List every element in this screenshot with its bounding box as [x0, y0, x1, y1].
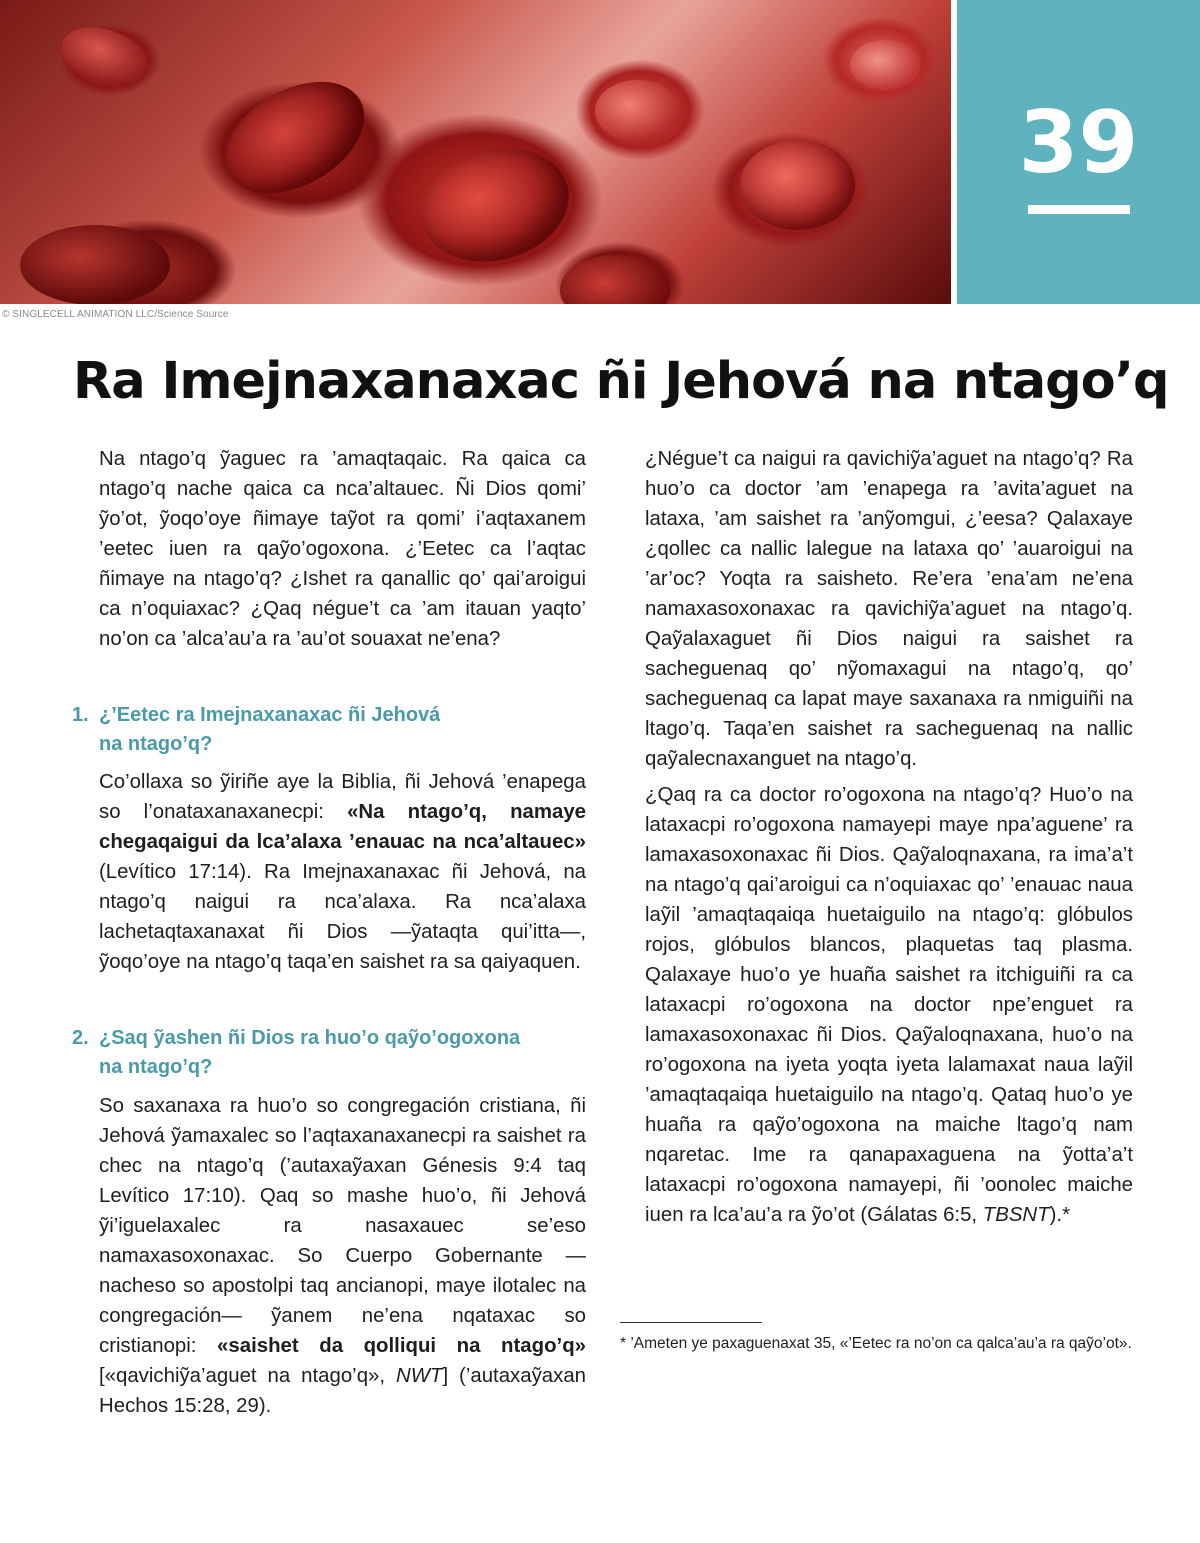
footnote: * ’Ameten ye paxaguenaxat 35, «’Eetec ra no’on ca qalca’au’a ra qaỹo’ot».	[620, 1335, 1132, 1352]
right-paragraph-2-text: ¿Qaq ra ca doctor ro’ogoxona na ntago’q? Huo’o na lataxacpi ro’ogoxona namayepi maye npa’aguene’ ra lamaxasoxonaxac ñi Dios. Qaỹaloqnaxana, ra ima’a’t na ntago’q qai’aroigui ca n’oquiaxac qo’ ’enauac naua laỹil ’amaqtaqaiqa huetaiguilo na ntago’q: glóbulos rojos, glóbulos blancos, plaquetas taq plasma. Qalaxaye huo’o ye huaña saishet ra itchiguiñi ra ca lataxacpi ro’ogoxona na doctor npe’enguet ra lamaxasoxonaxac ñi Dios. Qaỹaloqnaxana, huo’o na ro’ogoxona na iyeta yoqta iyeta lalamaxat naua laỹil ’amaqtaqaiqa huetaiguilo na ntago’q. Qataq huo’o ye huaña ra qaỹo’ogoxona na maiche ltago’q nam nqaretac. Ime ra qanapaxaguena na ỹotta’a’t lataxacpi ro’ogoxona namayepi, ñi ’oonolec maiche iuen ra lca’au’a ra ỹo’ot (Gálatas 6:5,	[645, 784, 1133, 1226]
section-1-text-start: Co’ollaxa so ỹiriñe aye la Biblia, ñi Jehová ’enapega so l’onataxanaxanecpi:	[99, 771, 586, 823]
question-text-line1: ¿’Eetec ra Imejnaxanaxac ñi Jehová	[99, 704, 441, 726]
blood-cells-image	[0, 0, 951, 304]
scripture-quote: «saishet da qolliqui na ntago’q»	[217, 1335, 586, 1357]
question-text-line2: na ntago’q?	[99, 1056, 213, 1078]
right-column	[645, 444, 1133, 1230]
scripture-quote: «Na ntago’q, namaye chegaqaigui da lca’alaxa ’enauac na nca’altauec»	[99, 801, 587, 853]
bible-version-abbr: TBSNT	[982, 1204, 1050, 1226]
intro-paragraph: Na ntago’q ỹaguec ra ’amaqtaqaic. Ra qaica ca ntago’q nache qaica ca nca’altauec. Ñi Dios qomi’ ỹo’ot, ỹoqo’oye ñimaye taỹot ra qomi’ i’aqtaxanem ’eetec iuen ra qaỹo’ogoxona. ¿’Eetec ca l’aqtac ñimaye na ntago’q? ¿Ishet ra qanallic qo’ qai’aroigui ca n’oquiaxac? ¿Qaq négue’t ca ’am itauan yaqto’ no’on ca ’alca’au’a ra ’au’ot souaxat ne’ena?	[99, 448, 586, 650]
footnote-marker: ).*	[1049, 1204, 1071, 1226]
footnote-divider	[620, 1322, 762, 1323]
bible-version-abbr: NWT	[396, 1365, 443, 1387]
question-number: 2.	[72, 1027, 89, 1049]
question-text-line1: ¿Saq ỹashen ñi Dios ra huo’o qaỹo’ogoxona	[99, 1027, 521, 1049]
section-1-body	[99, 767, 586, 977]
question-number: 1.	[72, 704, 89, 726]
question-heading-2	[72, 1024, 572, 1082]
right-paragraph-2	[645, 780, 1133, 1230]
section-2-text-start: So saxanaxa ra huo’o so congregación cristiana, ñi Jehová ỹamaxalec so l’aqtaxanaxanecpi ra saishet ra chec na ntago’q (’autaxaỹaxan Génesis 9:4 taq Levítico 17:10). Qaq so mashe huo’o, ñi Jehová ỹi’iguelaxalec ra nasaxauec se’eso namaxasoxonaxac. So Cuerpo Gobernante —nacheso so apostolpi taq ancianopi, maye ilotalec na congregación— ỹanem ne’ena nqataxac so cristianopi:	[99, 1095, 586, 1357]
section-2-paragraph	[99, 1091, 586, 1421]
question-heading-1	[72, 701, 572, 759]
section-2-body	[99, 1091, 586, 1421]
section-1-text-end: (Levítico 17:14). Ra Imejnaxanaxac ñi Jehová, na ntago’q naigui ra nca’alaxa. Ra nca’alaxa lachetaqtaxanaxat ñi Dios —ỹataqta qui’itta—, ỹoqo’oye na ntago’q taqa’en saishet ra sa qaiyaquen.	[99, 861, 586, 973]
lesson-number: 39	[1018, 93, 1139, 193]
right-paragraph-1: ¿Négue’t ca naigui ra qavichiỹa’aguet na ntago’q? Ra huo’o ca doctor ’am ’enapega ra ’avita’aguet na lataxa, ’am saishet ra ’anỹomgui, ¿’eesa? Qalaxaye ¿qollec ca nallic lalegue na lataxa qo’ ’auaroigui na ’ar’oc? Yoqta ra saisheto. Re’era ’ena’am ne’ena namaxasoxonaxac ra qavichiỹa’aguet na ntago’q. Qaỹalaxaguet ñi Dios naigui ra saishet ra sacheguenaq qo’ nỹomaxagui na ntago’q, qo’ sacheguenaq ca lapat maye saxanaxa ra nmiguiñi na ltago’q. Taqa’en saishet ra sacheguenaq na nallic qaỹalecnaxanguet na ntago’q.	[645, 448, 1133, 770]
section-2-text-mid: [«qavichiỹa’aguet na ntago’q»,	[99, 1365, 386, 1387]
page-title: Ra Imejnaxanaxac ñi Jehová na ntago’q	[73, 352, 1169, 411]
lesson-number-badge	[957, 0, 1200, 304]
section-1-paragraph	[99, 767, 586, 977]
question-text-line2: na ntago’q?	[99, 733, 213, 755]
image-credit: © SINGLECELL ANIMATION LLC/Science Source	[2, 309, 229, 320]
section-2-text-end: ] (’autaxaỹaxan Hechos 15:28, 29).	[99, 1365, 586, 1417]
left-column	[99, 444, 586, 654]
lesson-number-underline	[1028, 205, 1130, 214]
